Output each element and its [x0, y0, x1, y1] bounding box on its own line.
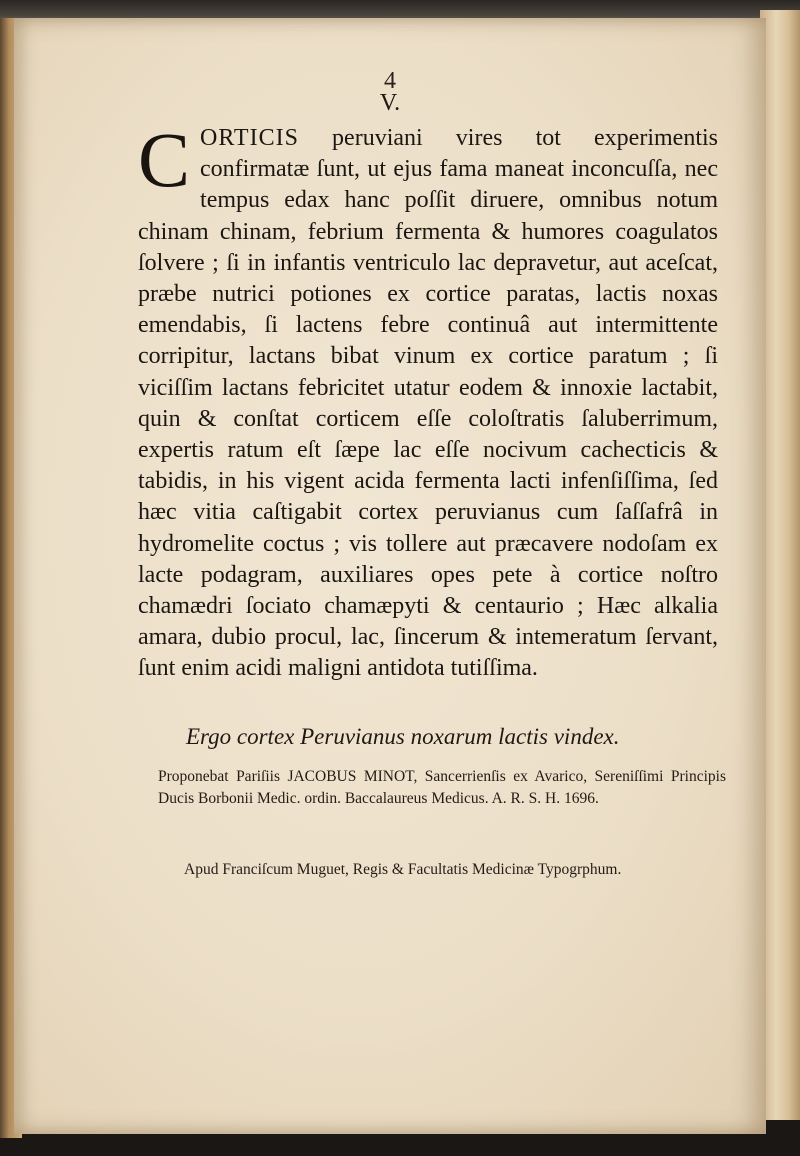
page-number: 4	[384, 68, 396, 94]
drop-cap: C	[138, 116, 191, 203]
body-paragraph	[138, 116, 718, 685]
adjacent-page-edge	[760, 10, 800, 1120]
section-number: V.	[379, 90, 401, 116]
printer-imprint: Apud Franciſcum Muguet, Regis & Facultatis Medicinæ Typogrphum.	[184, 861, 622, 878]
lead-word: ORTICIS	[200, 125, 299, 151]
proponent-statement: Proponebat Pariſiis JACOBUS MINOT, Sancerrienſis ex Avarico, Sereniſſimi Principis Ducis Borbonii Medic. ordin. Baccalaureus Medicus. A. R. S. H. 1696.	[158, 768, 726, 807]
conclusion-thesis: Ergo cortex Peruvianus noxarum lactis vindex.	[186, 724, 620, 749]
body-text: peruviani vires tot experimentis confirmatæ ſunt, ut ejus fama maneat inconcuſſa, nec tempus edax hanc poſſit diruere, omnibus notum chinam chinam, febrium fermenta & humores coagulatos ſolvere ; ſi in infantis ventriculo lac depravetur, aut aceſcat, præbe nutrici potiones ex cortice paratas, lactis noxas emendabis, ſi lactens febre continuâ aut intermittente corripitur, lactans bibat vinum ex cortice paratum ; ſi viciſſim lactans febricitet utatur eodem & innoxie lactabit, quin & conſtat corticem eſſe coloſtratis ſaluberrimum, expertis ratum eſt ſæpe lac eſſe nocivum cachecticis & tabidis, in his vigent acida fermenta lacti infenſiſſima, ſed hæc vitia caſtigabit cortex peruvianus cum ſaſſafrâ in hydromelite coctus ; vis tollere aut præcavere nodoſam ex lacte podagram, auxiliares opes pete à cortice noſtro chamædri ſociato chamæpyti & centaurio ; Hæc alkalia amara, dubio procul, lac, ſincerum & intemeratum ſervant, ſunt enim acidi maligni antidota tutiſſima.	[138, 125, 718, 682]
book-page	[14, 18, 766, 1134]
